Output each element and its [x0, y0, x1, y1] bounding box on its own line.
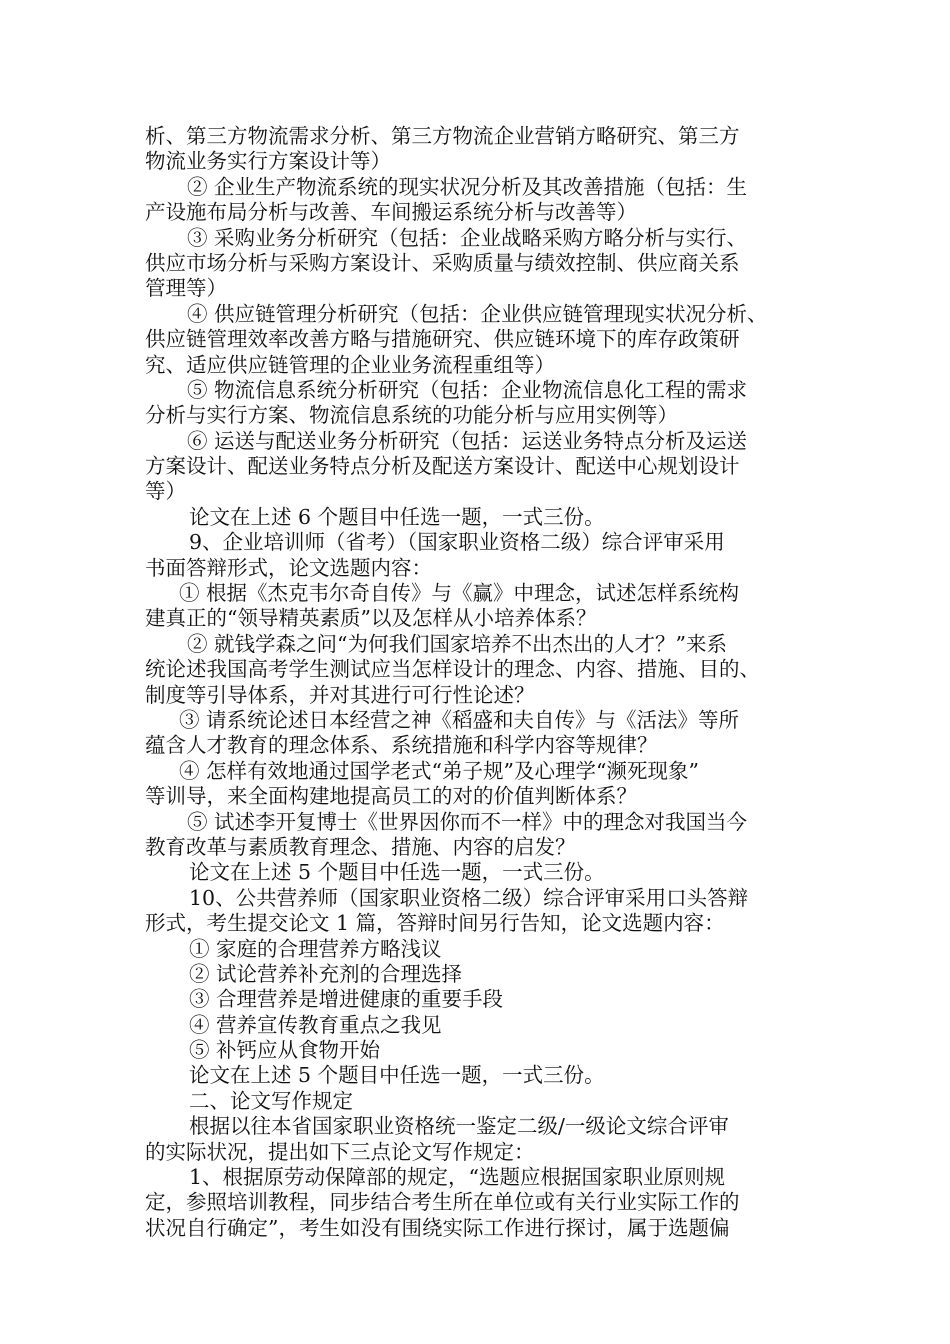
text-line: 1、根据原劳动保障部的规定，“选题应根据国家职业原则规	[189, 1165, 726, 1190]
text-line: ① 根据《杰克韦尔奇自传》与《赢》中理念，试述怎样系统构	[179, 581, 740, 606]
text-line: ② 就钱学森之问“为何我们国家培养不出杰出的人才？”来系	[187, 631, 727, 656]
text-line: 供应链管理效率改善方略与措施研究、供应链环境下的库存政策研	[145, 327, 740, 352]
text-line: 9、企业培训师（省考）（国家职业资格二级）综合评审采用	[189, 530, 725, 555]
text-line: 供应市场分析与采购方案设计、采购质量与绩效控制、供应商关系	[145, 250, 740, 275]
text-line: ② 试论营养补充剂的合理选择	[189, 961, 463, 986]
text-line: 二、论文写作规定	[189, 1088, 353, 1113]
text-line: ④ 供应链管理分析研究（包括：企业供应链管理现实状况分析、	[187, 301, 768, 326]
text-line: 状况自行确定”，考生如没有围绕实际工作进行探讨，属于选题偏	[145, 1215, 730, 1240]
text-line: ④ 怎样有效地通过国学老式“弟子规”及心理学“濒死现象”	[179, 758, 699, 783]
text-line: ② 企业生产物流系统的现实状况分析及其改善措施（包括：生	[187, 174, 748, 199]
text-line: ③ 合理营养是增进健康的重要手段	[189, 987, 504, 1012]
text-line: 书面答辩形式，论文选题内容：	[145, 555, 432, 580]
text-line: 论文在上述 5 个题目中任选一题，一式三份。	[189, 1063, 605, 1088]
text-line: 论文在上述 6 个题目中任选一题，一式三份。	[189, 504, 605, 529]
text-line: 论文在上述 5 个题目中任选一题，一式三份。	[189, 860, 605, 885]
text-line: 统论述我国高考学生测试应当怎样设计的理念、内容、措施、目的、	[145, 657, 760, 682]
text-line: ⑤ 物流信息系统分析研究（包括：企业物流信息化工程的需求	[187, 377, 748, 402]
text-line: 管理等）	[145, 276, 227, 301]
text-line: ③ 采购业务分析研究（包括：企业战略采购方略分析与实行、	[187, 225, 748, 250]
text-line: 蕴含人才教育的理念体系、系统措施和科学内容等规律？	[145, 733, 658, 758]
text-line: 教育改革与素质教育理念、措施、内容的启发？	[145, 834, 576, 859]
text-line: 10、公共营养师（国家职业资格二级）综合评审采用口头答辩	[189, 885, 749, 910]
text-line: 方案设计、配送业务特点分析及配送方案设计、配送中心规划设计	[145, 454, 740, 479]
text-line: 析、第三方物流需求分析、第三方物流企业营销方略研究、第三方	[145, 124, 740, 148]
text-line: ③ 请系统论述日本经营之神《稻盛和夫自传》与《活法》等所	[179, 707, 740, 732]
text-line: 分析与实行方案、物流信息系统的功能分析与应用实例等）	[145, 403, 678, 428]
text-line: ⑥ 运送与配送业务分析研究（包括：运送业务特点分析及运送	[187, 428, 748, 453]
document-body	[145, 124, 815, 1241]
text-line: 产设施布局分析与改善、车间搬运系统分析与改善等）	[145, 200, 637, 225]
text-line: 形式，考生提交论文 1 篇，答辩时间另行告知，论文选题内容：	[145, 911, 725, 936]
text-line: 建真正的“领导精英素质”以及怎样从小培养体系？	[145, 606, 597, 631]
text-line: ⑤ 补钙应从食物开始	[189, 1038, 381, 1063]
text-line: ① 家庭的合理营养方略浅议	[189, 936, 442, 961]
text-line: ④ 营养宣传教育重点之我见	[189, 1012, 442, 1037]
text-line: 等）	[145, 479, 186, 504]
text-line: ⑤ 试述李开复博士《世界因你而不一样》中的理念对我国当今	[187, 809, 748, 834]
text-line: 制度等引导体系，并对其进行可行性论述？	[145, 682, 535, 707]
text-line: 的实际状况，提出如下三点论文写作规定：	[145, 1139, 535, 1164]
text-line: 物流业务实行方案设计等）	[145, 149, 391, 174]
text-line: 定，参照培训教程，同步结合考生所在单位或有关行业实际工作的	[145, 1190, 740, 1215]
text-line: 等训导，来全面构建地提高员工的对的价值判断体系？	[145, 784, 637, 809]
text-line: 究、适应供应链管理的企业业务流程重组等）	[145, 352, 555, 377]
text-line: 根据以往本省国家职业资格统一鉴定二级/一级论文综合评审	[189, 1114, 729, 1139]
